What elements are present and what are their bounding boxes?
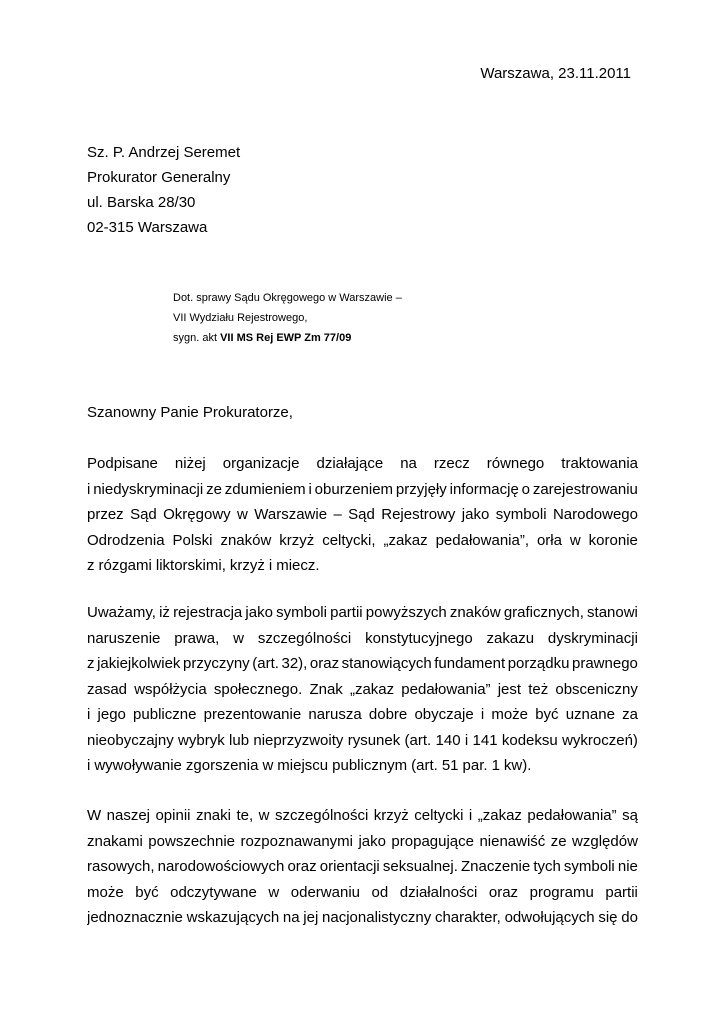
word: te, — [236, 807, 254, 824]
word: stanowiących — [341, 655, 432, 672]
reference-line-2: VII Wydziału Rejestrowego, — [173, 312, 308, 324]
word: orientacji — [319, 858, 380, 875]
word: traktowania — [561, 455, 638, 472]
word: odwołujących — [504, 909, 595, 926]
word: „zakaz — [349, 680, 395, 698]
word: uznane — [565, 706, 615, 723]
word: narusza — [308, 706, 362, 723]
paragraph-line — [87, 451, 638, 477]
word: powyższych — [365, 604, 447, 621]
paragraph-line — [87, 502, 638, 528]
reference-line-1: Dot. sprawy Sądu Okręgowego w Warszawie – — [173, 292, 402, 304]
word: obsceniczny — [555, 680, 638, 698]
word: są — [622, 807, 638, 824]
word: i — [308, 480, 312, 498]
word: oraz — [309, 655, 340, 672]
word: społecznego. — [213, 680, 303, 698]
word: publiczne — [133, 706, 197, 723]
word: wykroczeń) — [562, 731, 638, 749]
paragraph-line — [87, 528, 638, 554]
word: kw). — [503, 757, 532, 774]
word: (art. — [411, 757, 438, 774]
word: Narodowego — [552, 506, 638, 523]
word: 51 — [441, 757, 459, 774]
word: tych — [533, 858, 561, 875]
word: orła — [536, 531, 562, 549]
word: nieprzyzwoity — [253, 731, 344, 749]
word: Rejestrowy — [381, 506, 456, 523]
word: znakami — [87, 832, 143, 850]
word: Uważamy, — [87, 604, 156, 621]
word: liktorskimi, — [155, 557, 226, 574]
word: W — [87, 807, 102, 824]
word: narodowościowych — [157, 858, 285, 875]
word: symboli — [495, 506, 547, 523]
word: dyskryminacji — [547, 629, 638, 647]
paragraph-line — [87, 651, 638, 677]
word: w — [569, 531, 581, 549]
word: dobre — [368, 706, 408, 723]
word: Znaczenie — [461, 858, 531, 875]
word: pedałowania”, — [435, 531, 529, 549]
word: symboli — [563, 858, 615, 875]
word: naszej — [106, 807, 150, 824]
word: Sąd — [130, 506, 157, 523]
word: współżycia — [134, 680, 207, 698]
recipient-address — [87, 140, 240, 240]
word: powszechnie — [148, 832, 236, 850]
reference-prefix: sygn. akt — [173, 332, 218, 344]
word: organizacje — [222, 455, 300, 472]
paragraph-2 — [87, 600, 638, 779]
recipient-name: Sz. P. Andrzej Seremet — [87, 144, 241, 161]
word: Sąd — [348, 506, 375, 523]
word: jako — [245, 604, 273, 621]
letter-date: Warszawa, 23.11.2011 — [480, 65, 631, 82]
word: krzyż — [229, 557, 265, 574]
paragraph-line — [87, 854, 638, 880]
word: z — [87, 655, 95, 672]
word: celtycki — [414, 807, 464, 824]
word: rasowych, — [87, 858, 155, 875]
paragraph-line — [87, 880, 638, 906]
word: względów — [572, 832, 638, 850]
word: zdumieniem — [224, 480, 306, 498]
word: równego — [486, 455, 545, 472]
word: symboli — [276, 604, 327, 621]
word: o — [521, 480, 530, 498]
word: się — [598, 909, 618, 926]
word: jednoznacznie — [87, 909, 183, 926]
paragraph-line — [87, 728, 638, 754]
word: prezentowanie — [203, 706, 302, 723]
word: Okręgowy — [163, 506, 231, 523]
word: Odrodzenia — [87, 531, 165, 549]
word: miecz. — [276, 557, 320, 574]
word: jego — [97, 706, 126, 723]
word: odczytywane — [170, 883, 257, 901]
recipient-title: Prokurator Generalny — [87, 169, 231, 186]
word: ze — [206, 480, 222, 498]
word: do — [621, 909, 638, 926]
word: wybryk — [178, 731, 225, 749]
word: 32), — [281, 655, 308, 672]
word: zarejestrowaniu — [532, 480, 638, 498]
word: zgorszenia — [185, 757, 259, 774]
word: szczególności — [257, 629, 352, 647]
word: propagujące — [391, 832, 474, 850]
paragraph-line — [87, 626, 638, 652]
word: programu — [529, 883, 594, 901]
word: porządku — [507, 655, 570, 672]
word: w — [262, 757, 274, 774]
word: publicznym — [332, 757, 408, 774]
word: znaki — [195, 807, 231, 824]
word: szczególności — [274, 807, 369, 824]
recipient-city: 02-315 Warszawa — [87, 219, 208, 236]
word: w — [258, 807, 270, 824]
word: jej — [303, 909, 319, 926]
paragraph-line — [87, 702, 638, 728]
word: oburzeniem — [314, 480, 394, 498]
word: od — [371, 883, 389, 901]
word: Podpisane — [87, 455, 158, 472]
word: „zakaz — [383, 531, 428, 549]
word: nacjonalistyczny — [322, 909, 432, 926]
reference-case-number: VII MS Rej EWP Zm 77/09 — [220, 332, 352, 344]
word: wywoływanie — [94, 757, 182, 774]
paragraph-line — [87, 477, 638, 503]
word: seksualnej. — [382, 858, 458, 875]
word: 140 — [435, 731, 461, 749]
word: nienawiść — [479, 832, 546, 850]
word: partii — [605, 883, 638, 901]
word: pedałowania” — [527, 807, 617, 824]
word: rysunek — [347, 731, 401, 749]
paragraph-line — [87, 677, 638, 703]
word: rzecz — [433, 455, 470, 472]
word: jakiejkolwiek — [97, 655, 181, 672]
word: graficznych, — [503, 604, 584, 621]
word: też — [528, 680, 549, 698]
salutation: Szanowny Panie Prokuratorze, — [87, 404, 293, 421]
word: Warszawie — [254, 506, 328, 523]
word: przez — [87, 506, 124, 523]
word: charakter, — [434, 909, 501, 926]
word: w — [268, 883, 280, 901]
word: iż — [159, 604, 170, 621]
word: przyczyny — [183, 655, 250, 672]
word: zakazu — [486, 629, 535, 647]
word: działające — [316, 455, 384, 472]
word: nieobyczajny — [87, 731, 174, 749]
paragraph-line — [87, 905, 638, 931]
word: i — [464, 731, 469, 749]
word: krzyż — [373, 807, 409, 824]
word: celtycki, — [322, 531, 376, 549]
word: jako — [461, 506, 490, 523]
paragraph-line — [87, 553, 638, 579]
word: może — [87, 883, 124, 901]
word: wskazujących — [186, 909, 280, 926]
word: jako — [358, 832, 386, 850]
word: – — [333, 506, 342, 523]
word: jest — [497, 680, 522, 698]
word: pedałowania” — [401, 680, 491, 698]
paragraph-line — [87, 753, 638, 779]
word: i — [468, 807, 473, 824]
paragraph-1 — [87, 451, 638, 579]
word: prawnego — [572, 655, 638, 672]
word: niżej — [174, 455, 206, 472]
word: fundament — [434, 655, 506, 672]
word: krzyż — [279, 531, 315, 549]
word: informację — [449, 480, 519, 498]
word: kodeksu — [501, 731, 558, 749]
word: i — [268, 557, 273, 574]
word: i — [87, 757, 91, 774]
word: i — [480, 706, 485, 723]
word: Znak — [309, 680, 343, 698]
word: obyczaje — [414, 706, 474, 723]
case-reference — [173, 288, 402, 348]
word: lub — [229, 731, 250, 749]
word: stanowi — [587, 604, 638, 621]
word: działalności — [399, 883, 478, 901]
paragraph-line — [87, 600, 638, 626]
word: znaków — [220, 531, 272, 549]
word: miejscu — [277, 757, 329, 774]
word: w — [233, 629, 244, 647]
word: prawa, — [174, 629, 220, 647]
word: naruszenie — [87, 629, 161, 647]
word: i — [87, 706, 91, 723]
word: (art. — [252, 655, 279, 672]
word: konstytucyjnego — [365, 629, 473, 647]
word: być — [135, 883, 159, 901]
word: przyjęły — [395, 480, 447, 498]
word: i — [87, 480, 91, 498]
word: z — [87, 557, 95, 574]
word: znaków — [449, 604, 501, 621]
word: rózgami — [98, 557, 152, 574]
word: opinii — [155, 807, 191, 824]
word: rejestracja — [173, 604, 243, 621]
word: oraz — [287, 858, 317, 875]
word: „zakaz — [477, 807, 522, 824]
reference-line-3 — [173, 328, 402, 348]
recipient-street: ul. Barska 28/30 — [87, 194, 196, 211]
word: na — [400, 455, 417, 472]
paragraph-3 — [87, 803, 638, 931]
paragraph-line — [87, 829, 638, 855]
word: w — [237, 506, 248, 523]
paragraph-line — [87, 803, 638, 829]
word: oraz — [488, 883, 519, 901]
word: może — [491, 706, 529, 723]
word: (art. — [404, 731, 432, 749]
word: oderwaniu — [290, 883, 360, 901]
word: zasad — [87, 680, 128, 698]
word: za — [622, 706, 638, 723]
word: partii — [330, 604, 363, 621]
word: na — [282, 909, 300, 926]
word: par. — [462, 757, 488, 774]
word: 1 — [491, 757, 500, 774]
word: Polski — [172, 531, 213, 549]
word: rozpoznawanymi — [240, 832, 354, 850]
word: nie — [617, 858, 638, 875]
word: ze — [550, 832, 567, 850]
word: niedyskryminacji — [93, 480, 204, 498]
word: być — [535, 706, 559, 723]
word: 141 — [472, 731, 498, 749]
word: koronie — [588, 531, 638, 549]
